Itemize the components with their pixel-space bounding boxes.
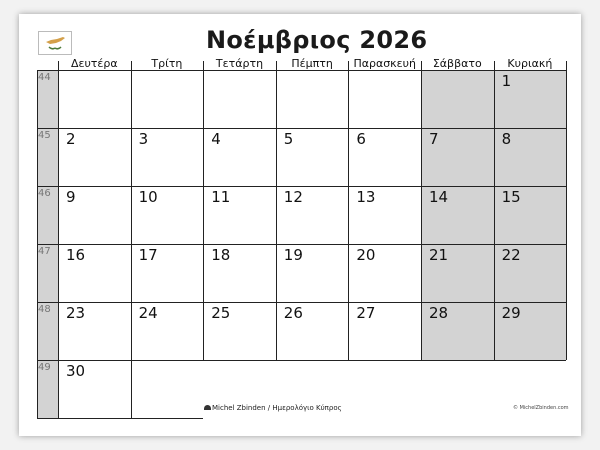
day-number[interactable]: 11	[211, 188, 231, 206]
day-number[interactable]: 28	[429, 304, 449, 322]
grid-line	[37, 418, 203, 419]
week-number: 49	[38, 362, 51, 373]
day-number[interactable]: 9	[66, 188, 76, 206]
author-icon	[204, 405, 211, 410]
grid-line	[37, 70, 38, 418]
week-number: 46	[38, 188, 51, 199]
day-number[interactable]: 29	[501, 304, 521, 322]
grid-line	[276, 70, 277, 360]
grid-line	[131, 70, 132, 418]
day-number[interactable]: 4	[211, 130, 221, 148]
weekday-header: Κυριακή	[507, 57, 553, 70]
day-number[interactable]: 15	[501, 188, 521, 206]
footer-credit	[204, 404, 342, 412]
day-number[interactable]: 13	[356, 188, 376, 206]
day-number[interactable]: 30	[66, 362, 86, 380]
grid-line	[421, 70, 422, 360]
week-number: 48	[38, 304, 51, 315]
weekend-cell	[421, 70, 494, 128]
grid-line	[58, 70, 59, 418]
day-number[interactable]: 27	[356, 304, 376, 322]
weekday-divider	[421, 61, 422, 70]
grid-line	[37, 302, 566, 303]
weekday-header: Πέμπτη	[291, 57, 333, 70]
day-number[interactable]: 8	[501, 130, 512, 148]
day-number[interactable]: 21	[429, 246, 449, 264]
weekday-divider	[203, 61, 204, 70]
weekday-header: Τρίτη	[151, 57, 183, 70]
day-number[interactable]: 24	[138, 304, 158, 322]
day-number[interactable]: 7	[429, 130, 439, 148]
weekday-divider	[58, 61, 59, 70]
day-number[interactable]: 3	[138, 130, 149, 148]
grid-line	[348, 70, 349, 360]
day-number[interactable]: 18	[211, 246, 231, 264]
month-title: Νοέμβριος 2026	[206, 26, 428, 54]
day-number[interactable]: 17	[138, 246, 158, 264]
grid-line	[37, 244, 566, 245]
day-number[interactable]: 2	[66, 130, 76, 148]
day-number[interactable]: 19	[283, 246, 303, 264]
day-number[interactable]: 26	[283, 304, 303, 322]
day-number[interactable]: 23	[66, 304, 86, 322]
day-number[interactable]: 1	[501, 72, 512, 90]
grid-line	[37, 128, 566, 129]
weekday-header: Παρασκευή	[353, 57, 416, 70]
weekday-divider	[566, 61, 567, 70]
day-number[interactable]: 22	[501, 246, 521, 264]
day-number[interactable]: 6	[356, 130, 366, 148]
weekday-header: Τετάρτη	[215, 57, 264, 70]
cyprus-flag-icon	[38, 31, 72, 55]
weekday-header: Δευτέρα	[70, 57, 118, 70]
grid-line	[203, 70, 204, 360]
grid-line	[37, 360, 566, 361]
weekday-divider	[494, 61, 495, 70]
day-number[interactable]: 16	[66, 246, 86, 264]
weekday-header: Σάββατο	[432, 57, 482, 70]
day-number[interactable]: 10	[138, 188, 158, 206]
week-number: 44	[38, 72, 51, 83]
weekday-divider	[348, 61, 349, 70]
weekday-divider	[131, 61, 132, 70]
week-number: 47	[38, 246, 51, 257]
footer-credit-text: Michel Zbinden / Ημερολόγιο Κύπρος	[212, 404, 342, 412]
day-number[interactable]: 5	[283, 130, 294, 148]
week-number: 45	[38, 130, 51, 141]
day-number[interactable]: 12	[283, 188, 303, 206]
day-number[interactable]: 20	[356, 246, 376, 264]
weekday-divider	[276, 61, 277, 70]
grid-line	[494, 70, 495, 360]
grid-line	[37, 70, 566, 71]
day-number[interactable]: 14	[429, 188, 449, 206]
footer-site: © MichelZbinden.com	[513, 405, 569, 411]
day-number[interactable]: 25	[211, 304, 231, 322]
grid-line	[566, 70, 567, 360]
grid-line	[37, 186, 566, 187]
